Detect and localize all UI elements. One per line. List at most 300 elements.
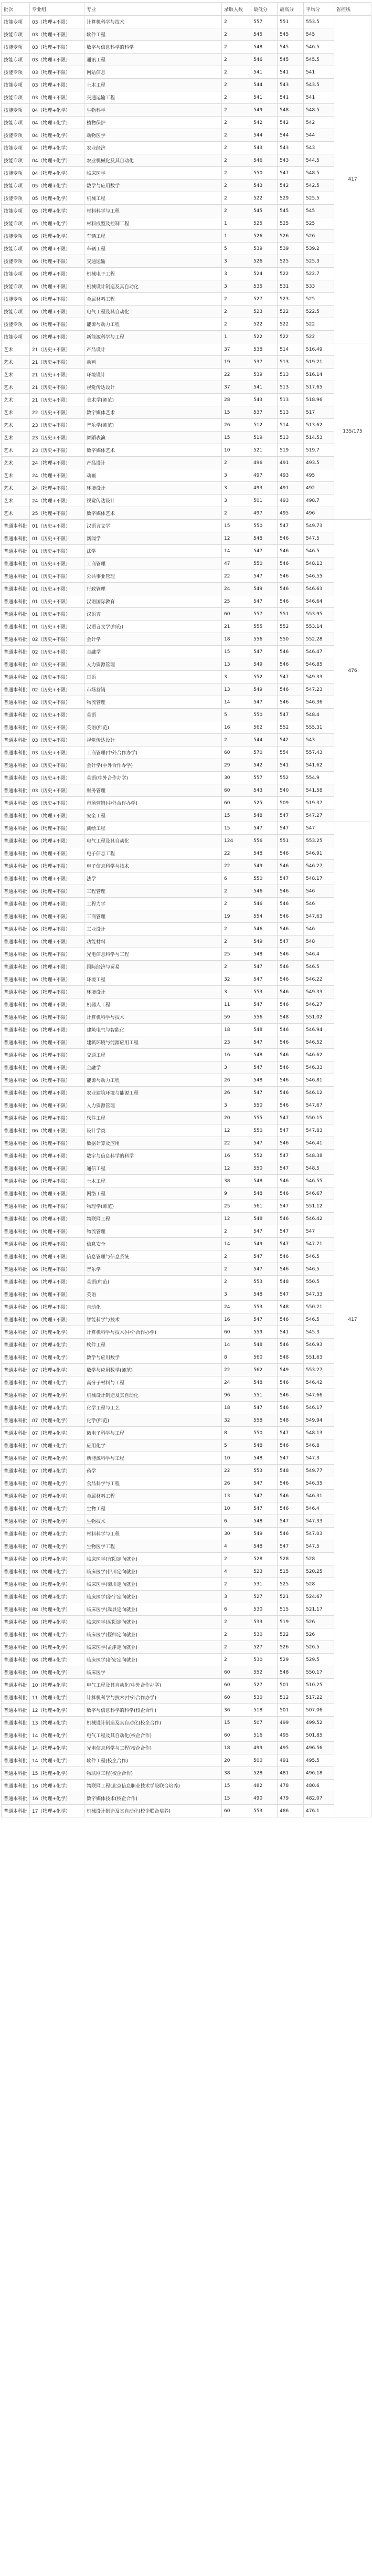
cell-group: 05（历史+不限） — [30, 797, 84, 809]
cell-avg: 553.95 — [304, 608, 334, 621]
cell-min: 551 — [251, 1389, 278, 1402]
cell-major: 农业机械化及其自动化 — [84, 154, 222, 167]
cell-batch: 普通本科批 — [2, 910, 30, 923]
table-row — [2, 331, 371, 343]
cell-count: 5 — [222, 243, 251, 255]
cell-avg: 545.3 — [304, 1326, 334, 1339]
cell-major: 信息管理与信息系统 — [84, 1250, 222, 1263]
cell-group: 23（历史+不限） — [30, 432, 84, 444]
cell-count: 2 — [222, 16, 251, 28]
cell-min: 547 — [251, 1061, 278, 1074]
cell-max: 547 — [278, 1238, 304, 1250]
cell-group: 03（物理+不限） — [30, 91, 84, 104]
cell-batch: 技能专项 — [2, 142, 30, 154]
cell-major: 电气工程及其自动化 — [84, 835, 222, 847]
cell-group: 08（物理+化学） — [30, 1628, 84, 1641]
cell-avg: 499.52 — [304, 1717, 334, 1729]
cell-group: 21（历史+不限） — [30, 394, 84, 406]
cell-group: 06（物理+不限） — [30, 1036, 84, 1049]
cell-group: 02（历史+不限） — [30, 658, 84, 671]
cell-batch: 普通本科批 — [2, 1326, 30, 1339]
cell-group: 24（物理+不限） — [30, 457, 84, 469]
cell-max: 546 — [278, 1477, 304, 1490]
cell-max: 525 — [278, 217, 304, 230]
table-row — [2, 608, 371, 621]
cell-group: 14（物理+化学） — [30, 1754, 84, 1767]
cell-group: 06（物理+不限） — [30, 1213, 84, 1225]
cell-count: 32 — [222, 973, 251, 986]
cell-max: 546 — [278, 986, 304, 998]
cell-avg: 548.4 — [304, 709, 334, 721]
cell-group: 06（物理+不限） — [30, 935, 84, 948]
cell-major: 人力资源管理 — [84, 658, 222, 671]
cell-group: 06（物理+不限） — [30, 1288, 84, 1301]
cell-group: 06（物理+不限） — [30, 280, 84, 293]
table-row — [2, 646, 371, 658]
cell-major: 材料科学与工程 — [84, 205, 222, 217]
cell-avg: 498.7 — [304, 495, 334, 507]
table-row — [2, 129, 371, 142]
cell-min: 521 — [251, 444, 278, 457]
cell-min: 518 — [251, 1704, 278, 1717]
cell-batch: 普通本科批 — [2, 1263, 30, 1276]
cell-avg: 545 — [304, 205, 334, 217]
cell-avg: 495 — [304, 469, 334, 482]
cell-batch: 艺术 — [2, 495, 30, 507]
cell-max: 513 — [278, 356, 304, 369]
cell-control-line: 417 — [334, 822, 371, 1817]
cell-max: 548 — [278, 1666, 304, 1679]
cell-max: 512 — [278, 1691, 304, 1704]
cell-count: 19 — [222, 910, 251, 923]
cell-batch: 普通本科批 — [2, 570, 30, 583]
cell-max: 547 — [278, 935, 304, 948]
cell-avg: 526.5 — [304, 1641, 334, 1654]
table-row — [2, 230, 371, 243]
cell-count: 14 — [222, 545, 251, 558]
cell-major: 临床医学(洛宁定向就业) — [84, 1591, 222, 1603]
cell-batch: 技能专项 — [2, 293, 30, 306]
cell-major: 材料成型及控制工程 — [84, 217, 222, 230]
cell-major: 软件工程(校企合作) — [84, 1754, 222, 1767]
cell-avg: 525 — [304, 293, 334, 306]
cell-batch: 普通本科批 — [2, 558, 30, 570]
cell-min: 548 — [251, 1074, 278, 1087]
cell-avg: 520.25 — [304, 1565, 334, 1578]
cell-avg: 496 — [304, 507, 334, 520]
table-row — [2, 1515, 371, 1528]
cell-major: 物流管理 — [84, 1225, 222, 1238]
cell-group: 07（物理+化学） — [30, 1351, 84, 1364]
cell-count: 96 — [222, 1389, 251, 1402]
cell-max: 550 — [278, 633, 304, 646]
table-row — [2, 217, 371, 230]
cell-avg: 514.53 — [304, 432, 334, 444]
cell-avg: 544.5 — [304, 154, 334, 167]
cell-avg: 525.3 — [304, 255, 334, 268]
table-row — [2, 104, 371, 117]
cell-major: 汉语言文学(师范) — [84, 621, 222, 633]
cell-max: 548 — [278, 1301, 304, 1313]
cell-count: 60 — [222, 784, 251, 797]
cell-max: 522 — [278, 306, 304, 318]
cell-max: 513 — [278, 369, 304, 381]
table-row — [2, 457, 371, 469]
cell-avg: 546.41 — [304, 1137, 334, 1150]
cell-group: 06（物理+不限） — [30, 293, 84, 306]
cell-count: 13 — [222, 1490, 251, 1502]
cell-batch: 艺术 — [2, 432, 30, 444]
cell-min: 546 — [251, 54, 278, 66]
cell-group: 03（物理+不限） — [30, 66, 84, 79]
table-row — [2, 1162, 371, 1175]
cell-major: 物联网工程(北京信息职业技术学院联合培养) — [84, 1780, 222, 1792]
cell-batch: 普通本科批 — [2, 1805, 30, 1817]
cell-batch: 普通本科批 — [2, 1578, 30, 1591]
cell-count: 3 — [222, 1288, 251, 1301]
cell-group: 06（物理+不限） — [30, 1276, 84, 1288]
cell-group: 06（物理+不限） — [30, 809, 84, 822]
cell-group: 21（历史+不限） — [30, 369, 84, 381]
cell-batch: 普通本科批 — [2, 1339, 30, 1351]
cell-min: 549 — [251, 860, 278, 872]
cell-max: 542 — [278, 180, 304, 192]
table-row — [2, 721, 371, 734]
cell-count: 38 — [222, 1767, 251, 1780]
cell-max: 546 — [278, 684, 304, 696]
cell-batch: 艺术 — [2, 406, 30, 419]
cell-group: 07（物理+化学） — [30, 1477, 84, 1490]
cell-batch: 普通本科批 — [2, 1150, 30, 1162]
cell-min: 553 — [251, 1301, 278, 1313]
cell-min: 548 — [251, 1049, 278, 1061]
cell-avg: 549.77 — [304, 1465, 334, 1477]
cell-batch: 普通本科批 — [2, 734, 30, 746]
cell-count: 15 — [222, 520, 251, 532]
table-row — [2, 1061, 371, 1074]
cell-count: 13 — [222, 658, 251, 671]
table-row — [2, 1553, 371, 1565]
cell-min: 553 — [251, 986, 278, 998]
cell-count: 37 — [222, 343, 251, 356]
cell-batch: 技能专项 — [2, 129, 30, 142]
cell-major: 化学(师范) — [84, 1414, 222, 1427]
cell-count: 38 — [222, 1175, 251, 1187]
cell-group: 06（物理+不限） — [30, 835, 84, 847]
cell-major: 计算机科学与技术 — [84, 16, 222, 28]
cell-major: 英语 — [84, 1288, 222, 1301]
cell-min: 497 — [251, 469, 278, 482]
cell-min: 553 — [251, 1276, 278, 1288]
table-row — [2, 306, 371, 318]
cell-group: 02（历史+不限） — [30, 684, 84, 696]
cell-min: 550 — [251, 520, 278, 532]
cell-min: 496 — [251, 457, 278, 469]
cell-max: 545 — [278, 54, 304, 66]
cell-major: 植物保护 — [84, 117, 222, 129]
cell-group: 06（物理+不限） — [30, 1061, 84, 1074]
table-row — [2, 1742, 371, 1754]
cell-count: 36 — [222, 1704, 251, 1717]
cell-batch: 普通本科批 — [2, 633, 30, 646]
cell-group: 03（历史+不限） — [30, 746, 84, 759]
cell-count: 13 — [222, 684, 251, 696]
cell-count: 15 — [222, 1780, 251, 1792]
cell-major: 音乐学 — [84, 1263, 222, 1276]
cell-avg: 548 — [304, 935, 334, 948]
cell-major: 网络工程 — [84, 1187, 222, 1200]
cell-batch: 普通本科批 — [2, 998, 30, 1011]
cell-batch: 普通本科批 — [2, 1427, 30, 1439]
cell-max: 495 — [278, 507, 304, 520]
cell-avg: 516.14 — [304, 369, 334, 381]
table-row — [2, 1603, 371, 1616]
cell-group: 06（物理+不限） — [30, 1112, 84, 1124]
cell-group: 01（历史+不限） — [30, 520, 84, 532]
cell-min: 530 — [251, 1628, 278, 1641]
cell-max: 493 — [278, 469, 304, 482]
cell-max: 513 — [278, 381, 304, 394]
cell-count: 16 — [222, 721, 251, 734]
cell-major: 计算机科学与技术 — [84, 1011, 222, 1024]
cell-batch: 普通本科批 — [2, 595, 30, 608]
cell-min: 512 — [251, 419, 278, 432]
cell-batch: 技能专项 — [2, 217, 30, 230]
cell-avg: 546.8 — [304, 1439, 334, 1452]
cell-min: 547 — [251, 1263, 278, 1276]
cell-batch: 普通本科批 — [2, 898, 30, 910]
cell-min: 549 — [251, 583, 278, 595]
cell-group: 25（物理+不限） — [30, 507, 84, 520]
table-row — [2, 318, 371, 331]
cell-avg: 482.07 — [304, 1792, 334, 1805]
cell-group: 21（历史+不限） — [30, 343, 84, 356]
table-row — [2, 255, 371, 268]
cell-max: 522 — [278, 318, 304, 331]
table-row — [2, 16, 371, 28]
cell-max: 549 — [278, 1364, 304, 1376]
cell-avg: 546.4 — [304, 1502, 334, 1515]
cell-group: 08（物理+化学） — [30, 1553, 84, 1565]
table-row — [2, 1427, 371, 1439]
cell-avg: 546.5 — [304, 1263, 334, 1276]
table-row — [2, 1591, 371, 1603]
table-row — [2, 1565, 371, 1578]
cell-count: 59 — [222, 1011, 251, 1024]
cell-batch: 普通本科批 — [2, 1654, 30, 1666]
cell-count: 1 — [222, 331, 251, 343]
cell-avg: 548.5 — [304, 1162, 334, 1175]
cell-batch: 技能专项 — [2, 268, 30, 280]
cell-max: 547 — [278, 1225, 304, 1238]
cell-major: 计算机科学与技术(中外合作办学) — [84, 1326, 222, 1339]
cell-max: 525 — [278, 255, 304, 268]
cell-avg: 543 — [304, 734, 334, 746]
cell-avg: 525.5 — [304, 192, 334, 205]
cell-group: 03（物理+不限） — [30, 41, 84, 54]
cell-max: 546 — [278, 998, 304, 1011]
cell-batch: 技能专项 — [2, 104, 30, 117]
cell-count: 24 — [222, 1376, 251, 1389]
table-row — [2, 595, 371, 608]
cell-major: 高分子材料与工程 — [84, 1376, 222, 1389]
cell-group: 10（物理+化学） — [30, 1679, 84, 1691]
cell-group: 02（历史+不限） — [30, 709, 84, 721]
cell-group: 08（物理+化学） — [30, 1654, 84, 1666]
cell-batch: 普通本科批 — [2, 1502, 30, 1515]
cell-group: 05（物理+化学） — [30, 217, 84, 230]
table-row — [2, 432, 371, 444]
cell-batch: 普通本科批 — [2, 583, 30, 595]
cell-min: 522 — [251, 318, 278, 331]
cell-major: 视觉传达设计 — [84, 734, 222, 746]
cell-major: 通讯工程 — [84, 54, 222, 66]
cell-major: 食品科学与工程 — [84, 1477, 222, 1490]
cell-count: 60 — [222, 797, 251, 809]
cell-major: 新闻学 — [84, 532, 222, 545]
cell-max: 547 — [278, 1162, 304, 1175]
cell-max: 546 — [278, 1213, 304, 1225]
cell-major: 临床医学(栾川定向就业) — [84, 1578, 222, 1591]
cell-min: 548 — [251, 532, 278, 545]
cell-max: 539 — [278, 243, 304, 255]
cell-count: 2 — [222, 1616, 251, 1628]
table-row — [2, 205, 371, 217]
cell-batch: 普通本科批 — [2, 1792, 30, 1805]
cell-major: 汉语言文学 — [84, 520, 222, 532]
cell-major: 电气工程及其自动化(中外合作办学) — [84, 1679, 222, 1691]
cell-batch: 艺术 — [2, 356, 30, 369]
cell-count: 60 — [222, 1326, 251, 1339]
table-row — [2, 507, 371, 520]
cell-batch: 普通本科批 — [2, 1553, 30, 1565]
cell-batch: 普通本科批 — [2, 1742, 30, 1754]
cell-max: 546 — [278, 1087, 304, 1099]
cell-count: 3 — [222, 1061, 251, 1074]
cell-max: 546 — [278, 948, 304, 961]
cell-batch: 普通本科批 — [2, 1313, 30, 1326]
cell-group: 07（物理+化学） — [30, 1490, 84, 1502]
table-row — [2, 835, 371, 847]
cell-batch: 普通本科批 — [2, 1024, 30, 1036]
cell-max: 491 — [278, 482, 304, 495]
cell-batch: 普通本科批 — [2, 1137, 30, 1150]
cell-min: 550 — [251, 872, 278, 885]
cell-count: 22 — [222, 1465, 251, 1477]
cell-batch: 艺术 — [2, 369, 30, 381]
cell-group: 02（历史+不限） — [30, 646, 84, 658]
cell-group: 06（物理+不限） — [30, 1238, 84, 1250]
table-row — [2, 759, 371, 772]
cell-count: 14 — [222, 696, 251, 709]
cell-major: 临床医学 — [84, 1666, 222, 1679]
table-row — [2, 1754, 371, 1767]
table-row — [2, 1452, 371, 1465]
cell-major: 动物医学 — [84, 129, 222, 142]
cell-avg: 549.33 — [304, 986, 334, 998]
cell-count: 26 — [222, 1074, 251, 1087]
cell-min: 548 — [251, 1213, 278, 1225]
cell-count: 30 — [222, 1528, 251, 1540]
cell-major: 环境设计 — [84, 986, 222, 998]
cell-count: 2 — [222, 306, 251, 318]
cell-major: 交通工程 — [84, 1049, 222, 1061]
cell-max: 554 — [278, 746, 304, 759]
cell-max: 546 — [278, 1339, 304, 1351]
cell-batch: 普通本科批 — [2, 948, 30, 961]
cell-count: 22 — [222, 369, 251, 381]
cell-count: 1 — [222, 217, 251, 230]
cell-group: 03（物理+不限） — [30, 28, 84, 41]
cell-max: 551 — [278, 608, 304, 621]
cell-count: 25 — [222, 948, 251, 961]
cell-avg: 542.5 — [304, 180, 334, 192]
cell-min: 557 — [251, 772, 278, 784]
table-row — [2, 570, 371, 583]
cell-batch: 普通本科批 — [2, 1250, 30, 1263]
cell-avg: 476.1 — [304, 1805, 334, 1817]
cell-major: 临床医学(孟津定向就业) — [84, 1641, 222, 1654]
table-row — [2, 1213, 371, 1225]
cell-count: 2 — [222, 898, 251, 910]
cell-avg: 526 — [304, 1616, 334, 1628]
cell-group: 16（物理+化学） — [30, 1792, 84, 1805]
cell-min: 550 — [251, 1099, 278, 1112]
cell-avg: 547.5 — [304, 532, 334, 545]
cell-count: 21 — [222, 621, 251, 633]
cell-group: 06（物理+不限） — [30, 961, 84, 973]
cell-avg: 546.62 — [304, 1049, 334, 1061]
cell-min: 519 — [251, 432, 278, 444]
cell-count: 29 — [222, 759, 251, 772]
cell-max: 546 — [278, 1175, 304, 1187]
header-batch: 批次 — [2, 3, 30, 16]
cell-max: 515 — [278, 1565, 304, 1578]
cell-max: 521 — [278, 1591, 304, 1603]
cell-count: 28 — [222, 394, 251, 406]
cell-major: 生物科学 — [84, 104, 222, 117]
cell-major: 物流管理 — [84, 696, 222, 709]
cell-batch: 技能专项 — [2, 306, 30, 318]
cell-batch: 普通本科批 — [2, 986, 30, 998]
cell-max: 546 — [278, 1502, 304, 1515]
cell-group: 06（物理+不限） — [30, 885, 84, 898]
header-max: 最高分 — [278, 3, 304, 16]
table-row — [2, 41, 371, 54]
cell-group: 01（历史+不限） — [30, 595, 84, 608]
cell-batch: 普通本科批 — [2, 684, 30, 696]
table-row — [2, 54, 371, 66]
cell-min: 523 — [251, 1565, 278, 1578]
cell-avg: 550.17 — [304, 1666, 334, 1679]
cell-max: 547 — [278, 671, 304, 684]
cell-max: 514 — [278, 343, 304, 356]
cell-group: 07（物理+化学） — [30, 1414, 84, 1427]
cell-avg: 496.18 — [304, 1767, 334, 1780]
cell-major: 机械工程 — [84, 192, 222, 205]
cell-avg: 547.03 — [304, 1528, 334, 1540]
cell-max: 478 — [278, 1780, 304, 1792]
cell-count: 2 — [222, 167, 251, 180]
cell-max: 541 — [278, 66, 304, 79]
cell-max: 546 — [278, 1528, 304, 1540]
cell-major: 数字与信息科学的科学 — [84, 1150, 222, 1162]
cell-min: 527 — [251, 1591, 278, 1603]
cell-group: 06（物理+不限） — [30, 898, 84, 910]
cell-avg: 548.5 — [304, 167, 334, 180]
cell-batch: 技能专项 — [2, 255, 30, 268]
cell-batch: 普通本科批 — [2, 1729, 30, 1742]
